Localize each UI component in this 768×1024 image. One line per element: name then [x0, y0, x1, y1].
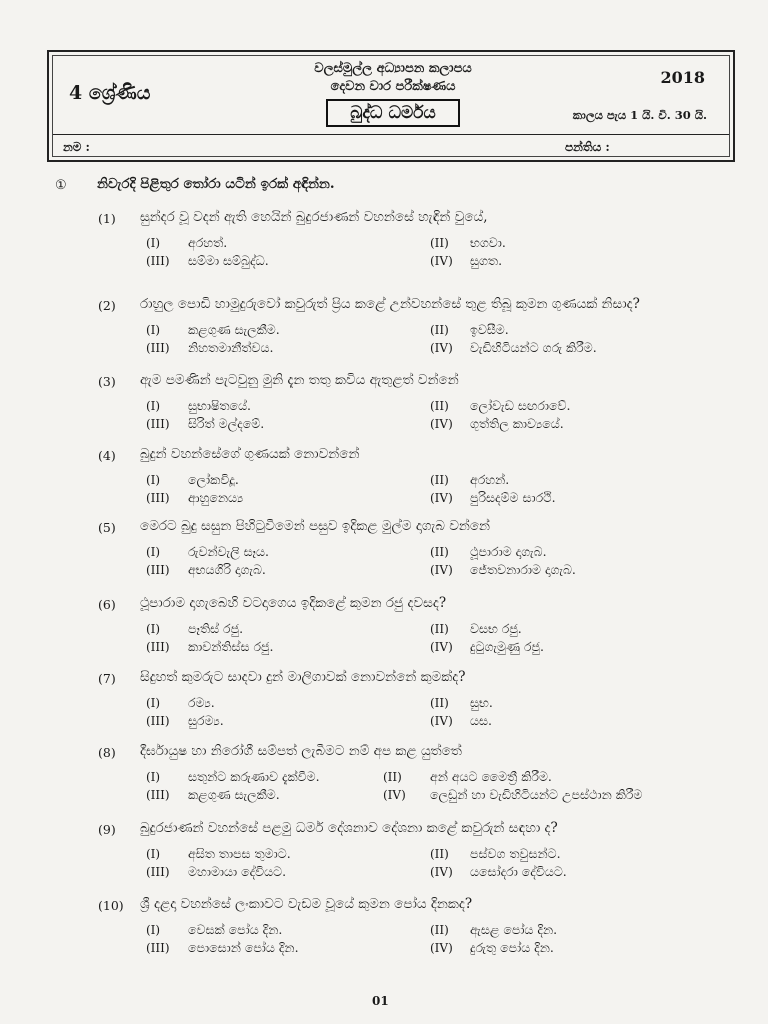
education-zone: වලස්මුල්ල අධ්‍යාපන කලාපය	[314, 61, 472, 76]
page-number: 01	[372, 994, 389, 1008]
option-number: (II)	[430, 399, 449, 413]
student-name-label: නම :	[63, 140, 90, 154]
question-number: (2)	[98, 298, 116, 313]
answer-option[interactable]: කාවන්තිස්ස රජු.	[188, 639, 274, 654]
option-number: (II)	[430, 847, 449, 861]
option-number: (IV)	[383, 788, 406, 802]
option-number: (I)	[146, 622, 161, 636]
option-number: (IV)	[430, 714, 453, 728]
option-number: (I)	[146, 473, 161, 487]
option-number: (I)	[146, 923, 161, 937]
question-text: මෙරට බුදු සසුන පිහිටුවීමෙන් පසුව ඉදිකළ මුල්ම දාගැබ වන්නේ	[140, 518, 491, 534]
answer-option[interactable]: සුභ.	[470, 695, 493, 710]
answer-option[interactable]: භගවා.	[470, 235, 506, 250]
section-instruction: නිවැරදි පිළිතුර තෝරා යටින් ඉරක් අඳින්න.	[97, 176, 335, 192]
option-number: (I)	[146, 770, 161, 784]
answer-option[interactable]: වෙසක් පෝය දින.	[188, 922, 283, 937]
option-number: (IV)	[430, 341, 453, 355]
question-number: (9)	[98, 822, 116, 837]
answer-option[interactable]: දුරුතු පෝය දින.	[470, 940, 554, 955]
header-student-row	[53, 135, 729, 161]
answer-option[interactable]: රුවන්වැලි සෑය.	[188, 544, 270, 559]
student-class-label: පන්තිය :	[565, 140, 610, 154]
option-number: (II)	[430, 696, 449, 710]
answer-option[interactable]: පොසොන් පෝය දින.	[188, 940, 299, 955]
answer-option[interactable]: අසිත තාපස තුමාට.	[188, 846, 291, 861]
answer-option[interactable]: ඇසළ පෝය දින.	[470, 922, 558, 937]
option-number: (IV)	[430, 563, 453, 577]
option-number: (IV)	[430, 254, 453, 268]
option-number: (III)	[146, 491, 170, 505]
answer-option[interactable]: ලෙඩුන් හා වැඩිහිටියන්ට උපස්ථාන කිරීම	[430, 787, 643, 802]
option-number: (IV)	[430, 491, 453, 505]
question-text: ශ්‍රී දළදා වහන්සේ ලංකාවට වැඩම වූයේ කුමන පෝය දිනකද?	[140, 896, 473, 912]
option-number: (III)	[146, 865, 170, 879]
exam-header	[47, 50, 735, 162]
question-number: (3)	[98, 374, 116, 389]
term-test-title: දෙවන වාර පරීක්ෂණය	[330, 79, 456, 94]
answer-option[interactable]: කළගුණ සැලකීම.	[188, 787, 280, 802]
question-text: බුදුරජාණන් වහන්සේ පළමු ධර්ම දේශනාව දේශනා කළේ කවුරුන් සඳහා ද?	[140, 820, 558, 836]
question-text: බුදුන් වහන්සේගේ ගුණයක් නොවන්නේ	[140, 446, 360, 462]
answer-option[interactable]: නිහතමානීත්වය.	[188, 340, 274, 355]
answer-option[interactable]: දුටුගැමුණු රජු.	[470, 639, 544, 654]
answer-option[interactable]: ලෝවැඩ සඟරාවේ.	[470, 398, 571, 413]
question-text: රාහුල පොඩි හාමුදුරුවෝ කවුරුත් ප්‍රිය කළේ උන්වහන්සේ තුළ තිබූ කුමන ගුණයක් නිසාද?	[140, 296, 640, 312]
option-number: (II)	[383, 770, 402, 784]
question-number: (8)	[98, 745, 116, 760]
option-number: (III)	[146, 341, 170, 355]
question-text: දීර්ඝායුෂ හා නිරෝගී සම්පත් ලැබීමට නම් අප කළ යුත්තේ	[140, 743, 462, 759]
question-text: සුන්දර වූ වදන් ඇති හෙයින් බුදුරජාණන් වහන්සේ හැඳින් වුයේ,	[140, 209, 488, 225]
answer-option[interactable]: පස්වග තවුසන්ට.	[470, 846, 561, 861]
section-number: ①	[55, 178, 67, 193]
option-number: (II)	[430, 622, 449, 636]
answer-option[interactable]: සුභාෂිතයේ.	[188, 398, 252, 413]
option-number: (II)	[430, 473, 449, 487]
answer-option[interactable]: සිරිත් මල්දමේ.	[188, 416, 265, 431]
answer-option[interactable]: සම්මා සම්බුද්ධ.	[188, 253, 269, 268]
answer-option[interactable]: ථූපාරාම දාගැබ.	[470, 544, 547, 559]
option-number: (III)	[146, 941, 170, 955]
question-number: (7)	[98, 671, 116, 686]
answer-option[interactable]: අරහත්.	[188, 235, 228, 250]
question-text: සිදුහත් කුමරුට සාදවා දුන් මාලිගාවක් නොවන්නේ කුමක්ද?	[140, 669, 466, 685]
option-number: (II)	[430, 545, 449, 559]
option-number: (III)	[146, 417, 170, 431]
question-number: (10)	[98, 898, 124, 913]
answer-option[interactable]: පෑතිස් රජු.	[188, 621, 244, 636]
answer-option[interactable]: මහාමායා දේවියට.	[188, 864, 287, 879]
question-number: (6)	[98, 597, 116, 612]
answer-option[interactable]: කළගුණ සැලකීම.	[188, 322, 280, 337]
question-text: ඇම පමණින් පැටවුනු මුනි දැන තතු කවිය ඇතුළත් වන්නේ	[140, 372, 459, 388]
option-number: (II)	[430, 236, 449, 250]
answer-option[interactable]: ජේතවනාරාම දාගැබ.	[470, 562, 576, 577]
option-number: (I)	[146, 399, 161, 413]
grade-label: 4 ශ්‍රේණිය	[69, 82, 151, 104]
option-number: (III)	[146, 788, 170, 802]
answer-option[interactable]: ලෝකවිදූ.	[188, 472, 239, 487]
option-number: (I)	[146, 847, 161, 861]
header-title-row	[53, 56, 729, 135]
option-number: (I)	[146, 696, 161, 710]
answer-option[interactable]: අභයගිරි දාගැබ.	[188, 562, 266, 577]
question-number: (4)	[98, 448, 116, 463]
option-number: (II)	[430, 923, 449, 937]
answer-option[interactable]: සුරම්‍ය.	[188, 713, 224, 728]
question-number: (5)	[98, 520, 116, 535]
option-number: (IV)	[430, 865, 453, 879]
answer-option[interactable]: අරහන්.	[470, 472, 510, 487]
answer-option[interactable]: සුගත.	[470, 253, 503, 268]
answer-option[interactable]: වසභ රජු.	[470, 621, 522, 636]
answer-option[interactable]: යස.	[470, 713, 492, 728]
option-number: (IV)	[430, 941, 453, 955]
question-number: (1)	[98, 211, 116, 226]
header-inner-border	[52, 55, 730, 157]
subject-title: බුද්ධ ධර්මය	[326, 99, 460, 127]
option-number: (III)	[146, 640, 170, 654]
answer-option[interactable]: පුරිසදම්ම සාරථි.	[470, 490, 556, 505]
option-number: (III)	[146, 563, 170, 577]
answer-option[interactable]: රම්‍ය.	[188, 695, 215, 710]
option-number: (I)	[146, 323, 161, 337]
answer-option[interactable]: ඉවසීම.	[470, 322, 509, 337]
option-number: (IV)	[430, 417, 453, 431]
option-number: (II)	[430, 323, 449, 337]
option-number: (III)	[146, 254, 170, 268]
header-center	[243, 60, 543, 127]
option-number: (I)	[146, 545, 161, 559]
option-number: (I)	[146, 236, 161, 250]
answer-option[interactable]: අන් අයට මෛත්‍රී කිරීම.	[430, 769, 552, 784]
answer-option[interactable]: වැඩිහිටියන්ට ගරු කිරීම.	[470, 340, 597, 355]
answer-option[interactable]: යසෝදරා දේවියට.	[470, 864, 567, 879]
question-text: ථූපාරාම දාගැබෙහි වටදාගෙය ඉදිකළේ කුමන රජු දවසද?	[140, 595, 447, 611]
answer-option[interactable]: ගුත්තිල කාව්‍යයේ.	[470, 416, 564, 431]
option-number: (IV)	[430, 640, 453, 654]
answer-option[interactable]: සතුන්ට කරුණාව දැක්වීම.	[188, 769, 320, 784]
answer-option[interactable]: ආහුනෙය්‍ය	[188, 490, 244, 505]
option-number: (III)	[146, 714, 170, 728]
exam-duration: කාලය පැය 1 යි. වි. 30 යි.	[572, 108, 707, 122]
exam-year: 2018	[660, 68, 705, 87]
